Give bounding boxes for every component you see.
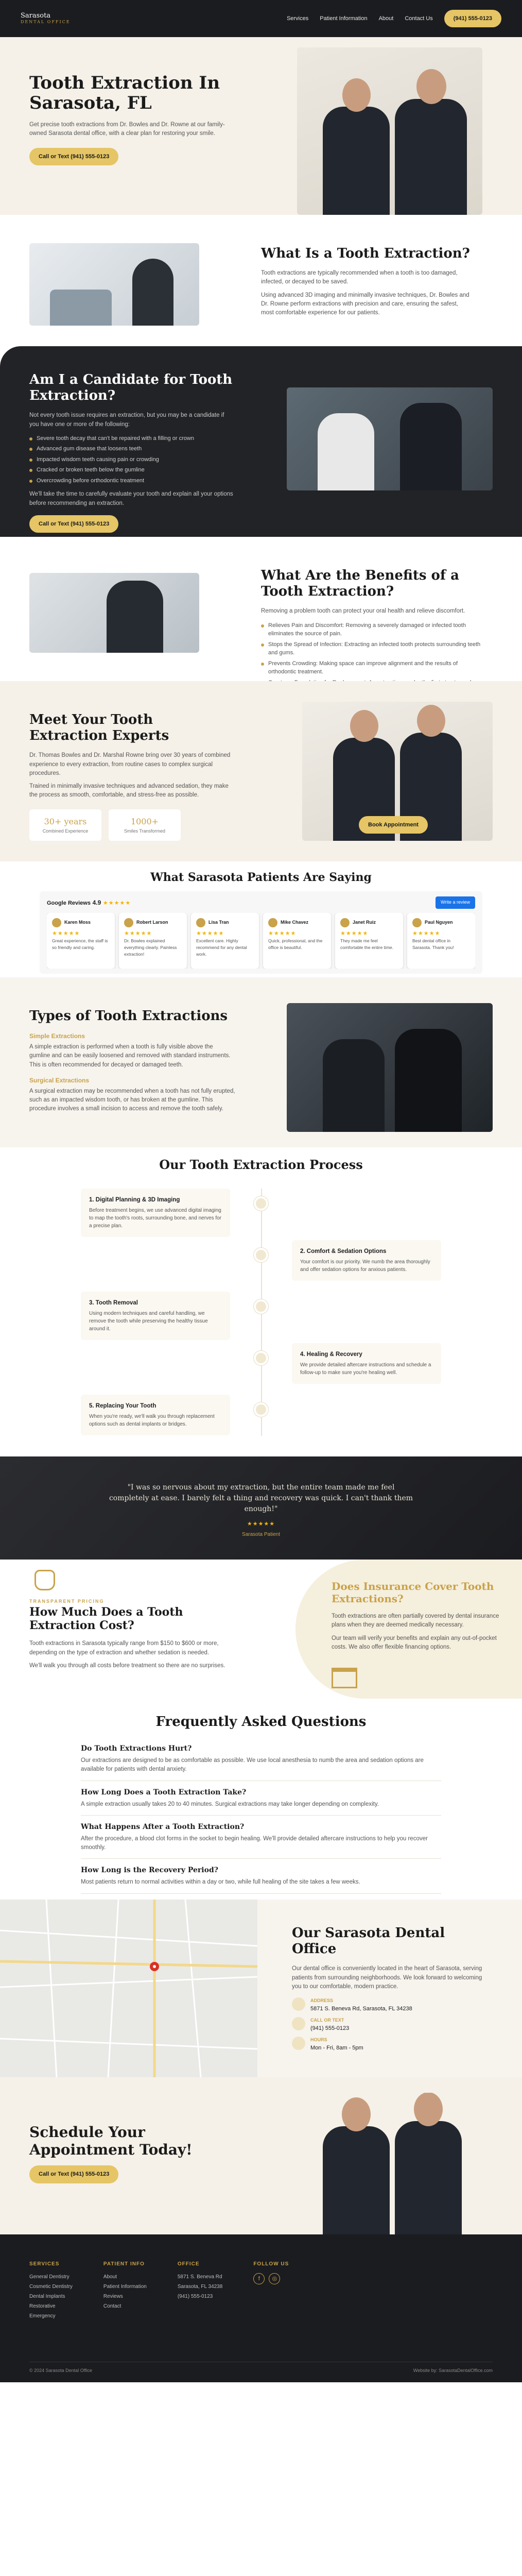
reviews-title: What Sarasota Patients Are Saying (150, 871, 372, 884)
footer-link[interactable]: (941) 555-0123 (177, 2294, 213, 2299)
what-is-title: What Is a Tooth Extraction? (261, 246, 470, 261)
avatar (124, 918, 133, 927)
book-appointment-badge[interactable]: Book Appointment (359, 816, 428, 834)
rating-stars-icon: ★★★★★ (102, 900, 131, 907)
list-item: Relieves Pain and Discomfort: Removing a severely damaged or infected tooth eliminates the source of pain. (261, 621, 482, 638)
process-title: Our Tooth Extraction Process (159, 1157, 363, 1172)
reviews-carousel[interactable] (47, 913, 475, 969)
list-item: Overcrowding before orthodontic treatment (29, 477, 235, 485)
schedule-cta-button[interactable]: Call or Text (941) 555-0123 (29, 2165, 118, 2183)
list-item: Prevents Crowding: Making space can improve alignment and the results of orthodontic treatment. (261, 659, 482, 676)
review-card[interactable] (191, 913, 259, 969)
review-text: Dr. Bowles explained everything clearly. Painless extraction! (124, 938, 177, 957)
reviews-widget (40, 891, 482, 974)
step-title: 4. Healing & Recovery (300, 1351, 362, 1358)
footer-link[interactable]: About (103, 2274, 117, 2280)
review-card[interactable] (263, 913, 331, 969)
faq-question[interactable]: How Long Does a Tooth Extraction Take? (81, 1788, 247, 1797)
instagram-icon[interactable]: ◎ (269, 2273, 280, 2284)
review-stars: ★★★★★ (412, 930, 441, 937)
cost-text-1: Tooth extractions in Sarasota typically range from $150 to $600 or more, depending on the type of extraction and whether sedation is needed. (29, 1640, 219, 1656)
faq-question[interactable]: Do Tooth Extractions Hurt? (81, 1744, 192, 1753)
candidate-section (0, 346, 522, 537)
testimonial-stars: ★★★★★ (247, 1521, 275, 1527)
logo-text: Sarasota (21, 12, 51, 20)
surgical-title: Surgical Extractions (29, 1076, 90, 1084)
experts-text-2: Trained in minimally invasive techniques and advanced sedation, they make the process as smooth, comfortable, and stress-free as possible. (29, 783, 229, 799)
faq-item[interactable] (81, 1781, 441, 1816)
experts-title: Meet Your Tooth Extraction Experts (29, 712, 169, 744)
footer-link[interactable]: Reviews (103, 2294, 123, 2299)
insurance-title: Does Insurance Cover Tooth Extractions? (332, 1580, 494, 1605)
candidate-title: Am I a Candidate for Tooth Extraction? (29, 372, 233, 404)
review-text: Best dental office in Sarasota. Thank you! (412, 938, 454, 951)
step-text: When you're ready, we'll walk you through replacement options such as dental implants or bridges. (89, 1414, 215, 1428)
testimonial-band (0, 1456, 522, 1560)
review-stars: ★★★★★ (196, 930, 224, 937)
stat-value: 30+ years (44, 816, 87, 826)
nav-patient-info[interactable]: Patient Information (320, 15, 368, 22)
cost-title: How Much Does a Tooth Extraction Cost? (29, 1605, 183, 1632)
faq-section (0, 1699, 522, 1900)
faq-item[interactable] (81, 1816, 441, 1859)
timeline-node (254, 1402, 268, 1417)
step-text: We provide detailed aftercare instructions and schedule a follow-up to make sure you're healing well. (300, 1362, 431, 1376)
site-footer (0, 2234, 522, 2382)
reviewer-name: Mike Chavez (281, 920, 309, 925)
phone-value[interactable]: (941) 555-0123 (310, 2025, 350, 2031)
stat-card (29, 809, 101, 841)
location-icon (292, 1997, 305, 2011)
header-phone-button[interactable]: (941) 555-0123 (444, 10, 501, 28)
stat-label: Smiles Transformed (124, 828, 166, 834)
office-address (292, 1997, 488, 2013)
list-item: Cracked or broken teeth below the gumline (29, 466, 235, 474)
reviews-section (0, 861, 522, 977)
step-title: 5. Replacing Your Tooth (89, 1403, 156, 1409)
faq-answer: A simple extraction usually takes 20 to 40 minutes. Surgical extractions may take longer depending on complexity. (81, 1801, 379, 1807)
faq-question[interactable]: What Happens After a Tooth Extraction? (81, 1822, 245, 1831)
hero-section (0, 37, 522, 215)
cost-section (0, 1560, 522, 1699)
step-text: Before treatment begins, we use advanced digital imaging to map the tooth's roots, surrounding bone, and nerves for a precise plan. (89, 1208, 222, 1229)
stat-label: Combined Experience (42, 828, 89, 834)
simple-text: A simple extraction is performed when a tooth is fully visible above the gumline and can be easily loosened and removed with standard instruments. This is often recommended for decayed or damaged teeth. (29, 1044, 231, 1068)
nav-about[interactable]: About (378, 15, 394, 22)
footer-link[interactable]: Dental Implants (29, 2294, 65, 2299)
types-title: Types of Tooth Extractions (29, 1008, 228, 1024)
exam-photo (29, 573, 199, 653)
address-value[interactable]: 5871 S. Beneva Rd, Sarasota, FL 34238 (310, 2005, 412, 2012)
what-is-text-2: Using advanced 3D imaging and minimally invasive techniques, Dr. Bowles and Dr. Rowne perform extractions with precision and care, ensuring the safest, most comfortable experience for our patients. (261, 292, 469, 316)
experts-text-1: Dr. Thomas Bowles and Dr. Marshal Rowne bring over 30 years of combined experience to every extraction, from routine cases to complex surgical procedures. (29, 752, 231, 776)
timeline-node (254, 1248, 268, 1262)
review-stars: ★★★★★ (52, 930, 80, 937)
what-is-section (0, 215, 522, 346)
footer-link[interactable]: 5871 S. Beneva Rd (177, 2274, 222, 2280)
avatar (196, 918, 205, 927)
credit-text[interactable]: Website by: SarasotaDentalOffice.com (413, 2368, 493, 2373)
office-phone (292, 2017, 488, 2032)
list-item: Impacted wisdom teeth causing pain or crowding (29, 455, 235, 464)
faq-answer: Most patients return to normal activities within a day or two, while full healing of the site takes a few weeks. (81, 1879, 360, 1886)
cost-text-2: We'll walk you through all costs before treatment so there are no surprises. (29, 1662, 225, 1669)
review-card[interactable] (119, 913, 187, 969)
map-roads (0, 1900, 257, 2077)
phone-icon (292, 2017, 305, 2030)
schedule-doctors-photo (287, 2093, 493, 2234)
facebook-icon[interactable]: f (253, 2273, 265, 2284)
candidate-intro: Not every tooth issue requires an extraction, but you may be a candidate if you have one or more of the following: (29, 412, 224, 428)
site-header (0, 0, 522, 37)
review-stars: ★★★★★ (268, 930, 297, 937)
footer-link[interactable]: Cosmetic Dentistry (29, 2284, 73, 2290)
dental-chair-photo (29, 243, 199, 326)
office-text: Our dental office is conveniently located in the heart of Sarasota, serving patients from surrounding neighborhoods. We look forward to welcoming you to our comfortable, modern practice. (292, 1965, 482, 1990)
simple-title: Simple Extractions (29, 1032, 85, 1040)
process-step (292, 1343, 441, 1384)
reviewer-name: Karen Moss (64, 920, 91, 925)
write-review-button[interactable]: Write a review (436, 896, 475, 909)
footer-link[interactable]: Emergency (29, 2313, 56, 2319)
address-label: ADDRESS (310, 1998, 334, 2004)
review-platform: Google Reviews (47, 900, 91, 907)
patient-photo (287, 387, 493, 490)
review-card[interactable] (407, 913, 475, 969)
hero-cta-button[interactable]: Call or Text (941) 555-0123 (29, 148, 118, 166)
timeline-node (254, 1351, 268, 1365)
reviewer-name: Janet Ruiz (353, 920, 376, 925)
benefits-section (0, 537, 522, 681)
testimonial-quote: "I was so nervous about my extraction, but the entire team made me feel completely at ease. I barely felt a thing and recovery was quick. I can't thank them enough!" (109, 1483, 413, 1513)
avatar (340, 918, 350, 927)
footer-link[interactable]: Contact (103, 2303, 121, 2309)
testimonial-author: Sarasota Patient (242, 1531, 280, 1537)
hours-label: HOURS (310, 2037, 327, 2043)
footer-link[interactable]: Restorative (29, 2303, 56, 2309)
review-rating: 4.9 (92, 899, 101, 907)
hero-text: Get precise tooth extractions from Dr. Bowles and Dr. Rowne at our family-owned Sarasota dental office, with a clear plan for restoring your smile. (29, 122, 225, 137)
experts-section (0, 681, 522, 861)
step-text: Using modern techniques and careful handling, we remove the tooth while preserving the healthy tissue around it. (89, 1311, 208, 1332)
surgical-text: A surgical extraction may be recommended when a tooth has not fully erupted, such as an impacted wisdom tooth, or has broken at the gumline. This procedure involves a small incision to access and remove the tooth safely. (29, 1088, 235, 1112)
insurance-text-2: Our team will verify your benefits and explain any out-of-pocket costs. We also offer flexible financing options. (332, 1635, 497, 1650)
footer-link[interactable]: Sarasota, FL 34238 (177, 2284, 223, 2290)
nav-contact[interactable]: Contact Us (405, 15, 433, 22)
list-item: Stops the Spread of Infection: Extracting an infected tooth protects surrounding teeth and gums. (261, 640, 482, 657)
stat-card (109, 809, 181, 841)
footer-link[interactable]: Patient Information (103, 2284, 147, 2290)
avatar (52, 918, 61, 927)
avatar (412, 918, 422, 927)
footer-heading: PATIENT INFO (103, 2261, 145, 2267)
hours-value: Mon - Fri, 8am - 5pm (310, 2044, 363, 2051)
schedule-title: Schedule Your Appointment Today! (29, 2124, 193, 2158)
insurance-text-1: Tooth extractions are often partially covered by dental insurance plans when they are deemed medically necessary. (332, 1613, 499, 1629)
stat-value: 1000+ (130, 816, 159, 826)
faq-answer: Our extractions are designed to be as comfortable as possible. We use local anesthesia to numb the area and sedation options are available for patients with dental anxiety. (81, 1757, 424, 1773)
tooth-icon (34, 1570, 55, 1590)
footer-heading: FOLLOW US (253, 2261, 289, 2267)
benefits-title: What Are the Benefits of a Tooth Extraction? (261, 568, 459, 600)
office-hours (292, 2037, 488, 2052)
phone-label: CALL OR TEXT (310, 2018, 344, 2023)
review-text: They made me feel comfortable the entire time. (340, 938, 393, 951)
reviewer-name: Lisa Tran (208, 920, 229, 925)
review-stars: ★★★★★ (340, 930, 369, 937)
what-is-text-1: Tooth extractions are typically recommended when a tooth is too damaged, infected, or decayed to be saved. (261, 270, 458, 285)
faq-question[interactable]: How Long is the Recovery Period? (81, 1866, 218, 1875)
insurance-card (295, 1560, 522, 1699)
logo-subtext: DENTAL OFFICE (21, 19, 71, 24)
schedule-section (0, 2077, 522, 2234)
map[interactable] (0, 1900, 257, 2077)
process-step (81, 1395, 230, 1435)
types-section (0, 977, 522, 1147)
cost-eyebrow: TRANSPARENT PRICING (29, 1599, 105, 1604)
clock-icon (292, 2037, 305, 2050)
faq-title: Frequently Asked Questions (155, 1714, 367, 1730)
reviewer-name: Robert Larson (136, 920, 168, 925)
candidate-outro: We'll take the time to carefully evaluate your tooth and explain all your options before recommending an extraction. (29, 491, 233, 506)
step-title: 1. Digital Planning & 3D Imaging (89, 1197, 180, 1203)
timeline-node (254, 1299, 268, 1314)
list-item: Advanced gum disease that loosens teeth (29, 445, 235, 453)
office-title: Our Sarasota Dental Office (292, 1925, 445, 1957)
footer-link[interactable]: General Dentistry (29, 2274, 69, 2280)
map-pin-icon (150, 1962, 159, 1971)
step-text: Your comfort is our priority. We numb the area thoroughly and offer sedation options for anxious patients. (300, 1259, 430, 1273)
step-title: 3. Tooth Removal (89, 1300, 138, 1306)
main-nav (287, 10, 501, 28)
benefits-intro: Removing a problem tooth can protect your oral health and relieve discomfort. (261, 608, 465, 615)
procedure-photo (287, 1003, 493, 1132)
process-step (81, 1292, 230, 1340)
faq-answer: After the procedure, a blood clot forms in the socket to begin healing. We'll provide detailed aftercare instructions to help you recover smoothly. (81, 1835, 428, 1851)
review-text: Excellent care. Highly recommend for any dental work. (196, 938, 247, 957)
reviewer-name: Paul Nguyen (425, 920, 453, 925)
experts-photo (302, 702, 493, 841)
copyright-text: © 2024 Sarasota Dental Office (29, 2368, 93, 2373)
process-section (0, 1147, 522, 1456)
faq-item[interactable] (81, 1859, 441, 1893)
office-section (0, 1900, 522, 2077)
timeline-node (254, 1196, 268, 1211)
review-card[interactable] (335, 913, 403, 969)
building-icon (332, 1668, 357, 1688)
footer-heading: OFFICE (177, 2261, 200, 2267)
logo[interactable] (21, 12, 71, 24)
page-title: Tooth Extraction In Sarasota, FL (29, 73, 220, 114)
candidate-cta-button[interactable]: Call or Text (941) 555-0123 (29, 515, 118, 533)
review-card[interactable] (47, 913, 115, 969)
review-text: Quick, professional, and the office is beautiful. (268, 938, 323, 951)
process-step (292, 1240, 441, 1281)
step-title: 2. Comfort & Sedation Options (300, 1248, 387, 1255)
review-stars: ★★★★★ (124, 930, 152, 937)
doctors-photo (297, 47, 482, 215)
process-step (81, 1189, 230, 1237)
candidate-list (29, 434, 235, 485)
review-text: Great experience, the staff is so friendly and caring. (52, 938, 108, 951)
footer-heading: SERVICES (29, 2261, 60, 2267)
avatar (268, 918, 277, 927)
faq-item[interactable] (81, 1737, 441, 1781)
list-item: Severe tooth decay that can't be repaired with a filling or crown (29, 434, 235, 443)
nav-services[interactable]: Services (287, 15, 309, 22)
